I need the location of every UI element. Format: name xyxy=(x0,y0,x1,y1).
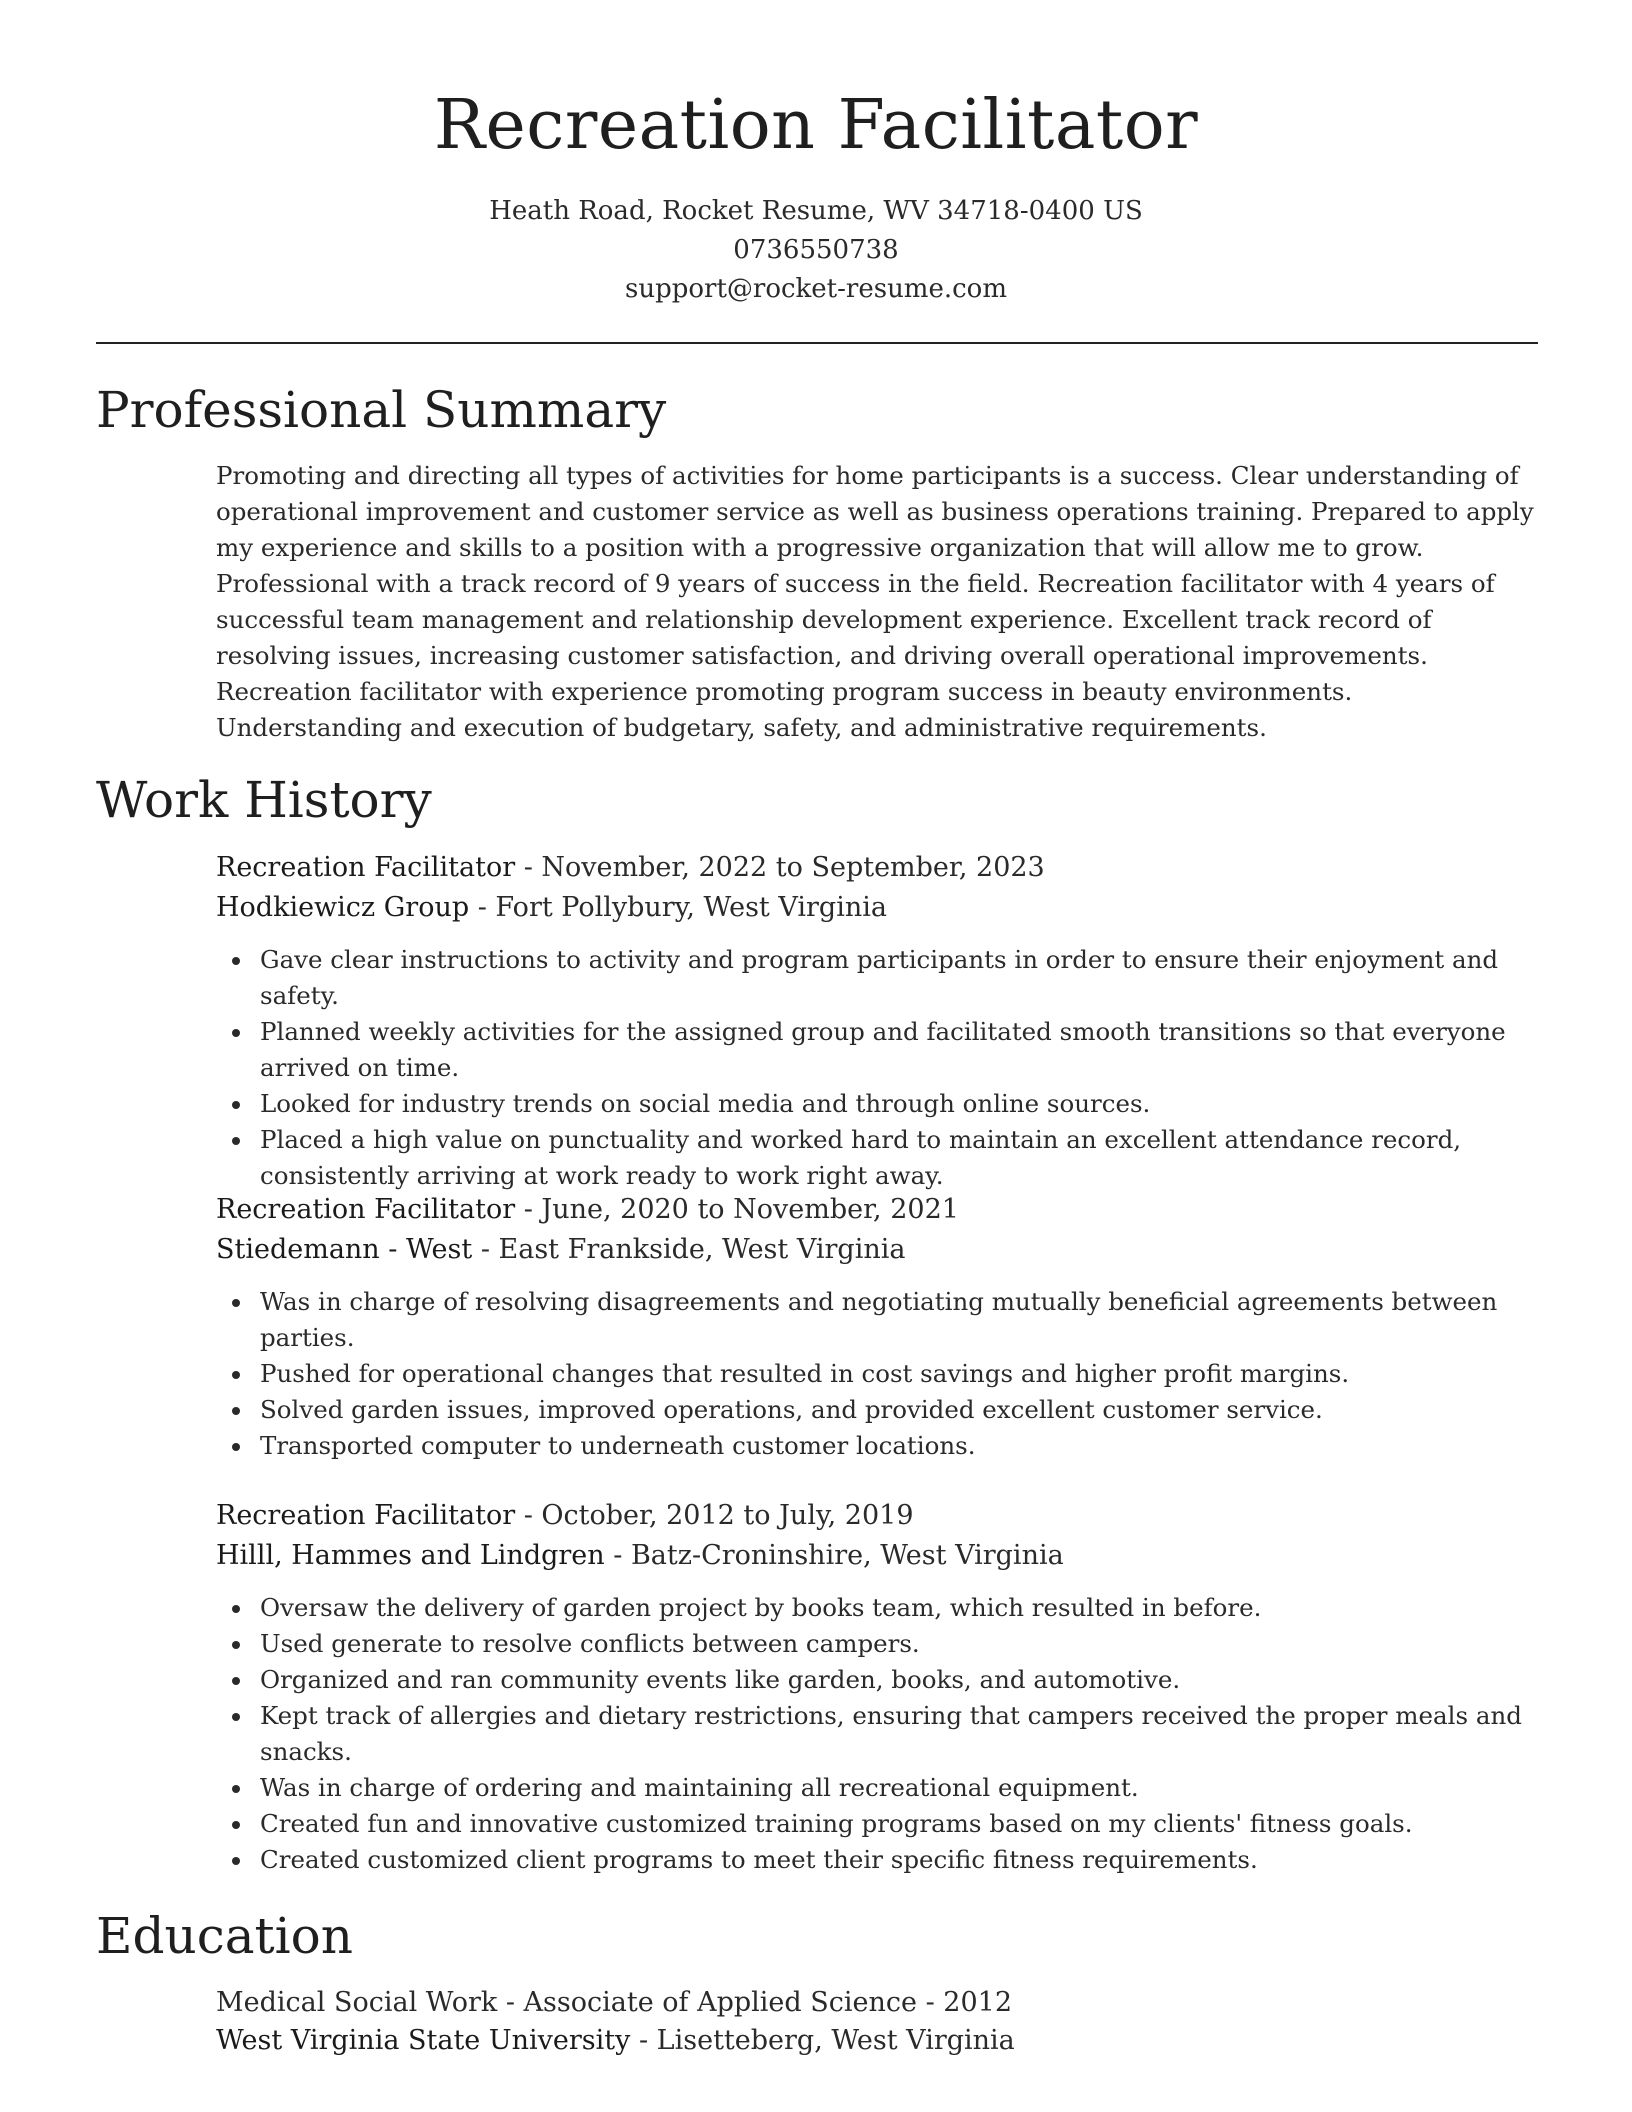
job-company-line xyxy=(216,1230,1538,1270)
work-history-heading: Work History xyxy=(96,771,432,829)
summary-heading: Professional Summary xyxy=(96,381,667,439)
education-school-line xyxy=(216,2022,1538,2060)
job-entry xyxy=(216,1496,1538,1878)
list-item: Looked for industry trends on social media and through online sources. xyxy=(260,1086,1538,1122)
job-dates: - November, 2022 to September, 2023 xyxy=(515,852,1045,883)
list-item: Transported computer to underneath customer locations. xyxy=(260,1428,1538,1464)
job-title-line xyxy=(216,1190,1538,1230)
list-item: Planned weekly activities for the assigned group and facilitated smooth transitions so that everyone arrived on time. xyxy=(260,1014,1538,1086)
job-entry xyxy=(216,848,1538,1194)
education-school: West Virginia State University xyxy=(216,2025,631,2056)
list-item: Used generate to resolve conflicts between campers. xyxy=(260,1626,1538,1662)
job-company-line xyxy=(216,888,1538,928)
job-bullets xyxy=(216,1284,1538,1464)
job-bullets xyxy=(216,942,1538,1194)
job-company: Hodkiewicz Group xyxy=(216,892,470,923)
email-text: support@rocket-resume.com xyxy=(624,274,1007,304)
education-entry xyxy=(216,1984,1538,2060)
job-company: Hilll, Hammes and Lindgren xyxy=(216,1540,605,1571)
education-heading: Education xyxy=(96,1907,353,1965)
list-item: Oversaw the delivery of garden project by books team, which resulted in before. xyxy=(260,1590,1538,1626)
list-item: Was in charge of resolving disagreements and negotiating mutually beneficial agreements between parties. xyxy=(260,1284,1538,1356)
header-divider xyxy=(96,342,1538,344)
contact-block xyxy=(0,192,1632,309)
list-item: Was in charge of ordering and maintaining all recreational equipment. xyxy=(260,1770,1538,1806)
resume-header xyxy=(0,80,1632,309)
address-text: Heath Road, Rocket Resume, WV 34718-0400 US xyxy=(489,196,1143,226)
job-company: Stiedemann - West xyxy=(216,1234,473,1265)
job-company-line xyxy=(216,1536,1538,1576)
job-bullets xyxy=(216,1590,1538,1878)
job-title: Recreation Facilitator xyxy=(216,852,516,883)
job-location: - Fort Pollybury, West Virginia xyxy=(469,892,887,923)
list-item: Placed a high value on punctuality and worked hard to maintain an excellent attendance record, consistently arriving at work ready to work right away. xyxy=(260,1122,1538,1194)
education-degree: Medical Social Work - Associate of Applied Science - 2012 xyxy=(216,1987,1012,2018)
job-location: - Batz-Croninshire, West Virginia xyxy=(604,1540,1064,1571)
list-item: Gave clear instructions to activity and program participants in order to ensure their enjoyment and safety. xyxy=(260,942,1538,1014)
education-location: - Lisetteberg, West Virginia xyxy=(630,2025,1015,2056)
summary-text: Promoting and directing all types of activities for home participants is a success. Clear understanding of operational improvement and customer service as well as business operations training. Prepared to apply my experience and skills to a position with a progressive organization that will allow me to grow. Professional with a track record of 9 years of success in the field. Recreation facilitator with 4 years of successful team management and relationship development experience. Excellent track record of resolving issues, increasing customer satisfaction, and driving overall operational improvements. Recreation facilitator with experience promoting program success in beauty environments. Understanding and execution of budgetary, safety, and administrative requirements. xyxy=(216,461,1534,742)
job-dates: - October, 2012 to July, 2019 xyxy=(515,1500,914,1531)
job-title-line xyxy=(216,848,1538,888)
list-item: Kept track of allergies and dietary restrictions, ensuring that campers received the proper meals and snacks. xyxy=(260,1698,1538,1770)
job-dates: - June, 2020 to November, 2021 xyxy=(515,1194,959,1225)
list-item: Pushed for operational changes that resulted in cost savings and higher profit margins. xyxy=(260,1356,1538,1392)
list-item: Created customized client programs to meet their specific fitness requirements. xyxy=(260,1842,1538,1878)
page-title: Recreation Facilitator xyxy=(433,86,1199,165)
job-entry xyxy=(216,1190,1538,1464)
list-item: Created fun and innovative customized training programs based on my clients' fitness goals. xyxy=(260,1806,1538,1842)
job-title-line xyxy=(216,1496,1538,1536)
job-title: Recreation Facilitator xyxy=(216,1500,516,1531)
summary-block xyxy=(216,458,1538,746)
job-location: - East Frankside, West Virginia xyxy=(472,1234,906,1265)
phone-text: 0736550738 xyxy=(733,235,899,265)
list-item: Organized and ran community events like garden, books, and automotive. xyxy=(260,1662,1538,1698)
list-item: Solved garden issues, improved operations, and provided excellent customer service. xyxy=(260,1392,1538,1428)
job-title: Recreation Facilitator xyxy=(216,1194,516,1225)
